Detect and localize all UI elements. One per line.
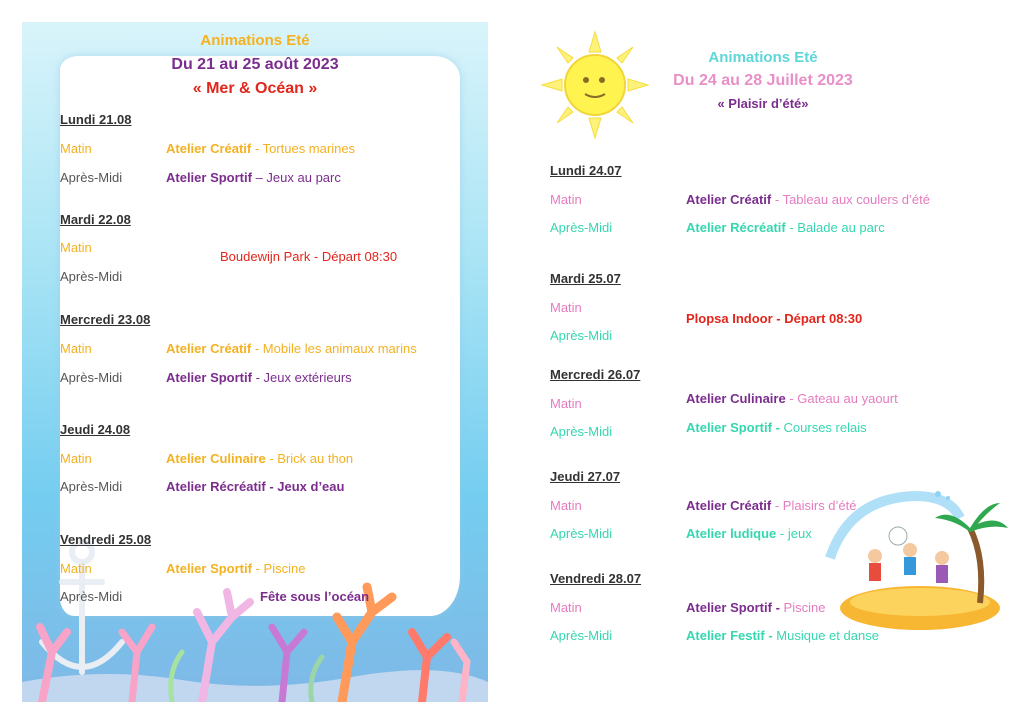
sun-icon	[540, 30, 650, 140]
activity-name: Atelier Créatif	[166, 141, 252, 156]
activity-detail: Courses relais	[779, 420, 867, 435]
left-title: Animations Eté	[200, 32, 310, 49]
outing-activity: Plopsa Indoor - Départ 08:30	[686, 311, 863, 326]
day-heading: Mercredi 26.07	[550, 367, 641, 382]
day-heading: Vendredi 28.07	[550, 571, 642, 586]
activity-name: Atelier Sportif	[166, 170, 252, 185]
activity-morning	[686, 391, 898, 406]
slot-morning: Matin	[550, 396, 582, 411]
activity-detail: Piscine	[779, 600, 826, 615]
activity-morning	[166, 561, 305, 576]
day-heading: Jeudi 27.07	[550, 469, 621, 484]
coral-reef-illustration	[22, 532, 488, 702]
activity-detail: - Gateau au yaourt	[785, 391, 898, 406]
activity-name: Atelier Récréatif - Jeux d’eau	[166, 479, 345, 494]
activity-name: Atelier Créatif	[166, 341, 252, 356]
slot-morning: Matin	[60, 451, 92, 466]
slot-morning: Matin	[60, 141, 92, 156]
activity-name: Atelier Sportif -	[686, 420, 780, 435]
activity-afternoon	[166, 370, 352, 385]
activity-detail: Musique et danse	[772, 628, 879, 643]
activity-name: Atelier Créatif	[686, 498, 772, 513]
activity-detail: - Jeux extérieurs	[251, 370, 352, 385]
activity-morning	[686, 192, 930, 207]
slot-afternoon: Après-Midi	[550, 628, 613, 643]
activity-name: Atelier Festif -	[686, 628, 773, 643]
left-dates: Du 21 au 25 août 2023	[171, 56, 339, 73]
left-theme: « Mer & Océan »	[192, 80, 318, 97]
activity-detail: - Mobile les animaux marins	[251, 341, 417, 356]
activity-name: Atelier Sportif -	[686, 600, 780, 615]
activity-detail: - Plaisirs d’été	[771, 498, 857, 513]
right-dates: Du 24 au 28 Juillet 2023	[673, 72, 853, 89]
activity-detail: - Tableau aux coulers d’été	[771, 192, 930, 207]
activity-morning	[686, 600, 825, 615]
activity-name: Atelier Sportif	[166, 370, 252, 385]
activity-morning	[166, 451, 353, 466]
slot-morning: Matin	[60, 240, 92, 255]
day-heading: Mardi 22.08	[60, 212, 131, 227]
activity-afternoon	[260, 589, 369, 604]
slot-afternoon: Après-Midi	[550, 424, 613, 439]
activity-name: Atelier Créatif	[686, 192, 772, 207]
slot-afternoon: Après-Midi	[60, 170, 123, 185]
slot-afternoon: Après-Midi	[60, 370, 123, 385]
activity-afternoon	[686, 420, 867, 435]
day-heading: Lundi 24.07	[550, 163, 622, 178]
slot-afternoon: Après-Midi	[60, 269, 123, 284]
slot-morning: Matin	[550, 300, 582, 315]
slot-morning: Matin	[60, 561, 92, 576]
activity-morning	[166, 341, 417, 356]
slot-morning: Matin	[550, 600, 582, 615]
activity-name: Atelier Culinaire	[686, 391, 786, 406]
slot-afternoon: Après-Midi	[60, 589, 123, 604]
day-heading: Lundi 21.08	[60, 112, 132, 127]
day-heading: Mardi 25.07	[550, 271, 621, 286]
slot-afternoon: Après-Midi	[550, 220, 613, 235]
slot-afternoon: Après-Midi	[60, 479, 123, 494]
activity-detail: - Tortues marines	[251, 141, 356, 156]
activity-name: Atelier Culinaire	[166, 451, 266, 466]
activity-afternoon	[166, 170, 341, 185]
island-kids-illustration	[820, 488, 1010, 638]
activity-afternoon	[686, 526, 812, 541]
activity-name: Atelier Récréatif	[686, 220, 786, 235]
right-theme: « Plaisir d’été»	[717, 96, 809, 111]
activity-afternoon	[686, 220, 885, 235]
slot-morning: Matin	[550, 192, 582, 207]
day-heading: Mercredi 23.08	[60, 312, 151, 327]
activity-name: Atelier Sportif	[166, 561, 252, 576]
activity-detail: - jeux	[776, 526, 812, 541]
slot-afternoon: Après-Midi	[550, 526, 613, 541]
slot-morning: Matin	[60, 341, 92, 356]
day-heading: Vendredi 25.08	[60, 532, 152, 547]
activity-afternoon	[166, 479, 344, 494]
activity-detail: - Balade au parc	[785, 220, 885, 235]
activity-morning	[166, 141, 355, 156]
right-title: Animations Eté	[708, 49, 818, 66]
outing-activity: Boudewijn Park - Départ 08:30	[220, 249, 398, 264]
activity-name: Fête sous l’océan	[260, 589, 370, 604]
day-heading: Jeudi 24.08	[60, 422, 131, 437]
activity-name: Atelier ludique	[686, 526, 777, 541]
activity-detail: - Brick au thon	[265, 451, 354, 466]
activity-detail: - Piscine	[251, 561, 306, 576]
activity-detail: – Jeux au parc	[251, 170, 341, 185]
slot-morning: Matin	[550, 498, 582, 513]
slot-afternoon: Après-Midi	[550, 328, 613, 343]
